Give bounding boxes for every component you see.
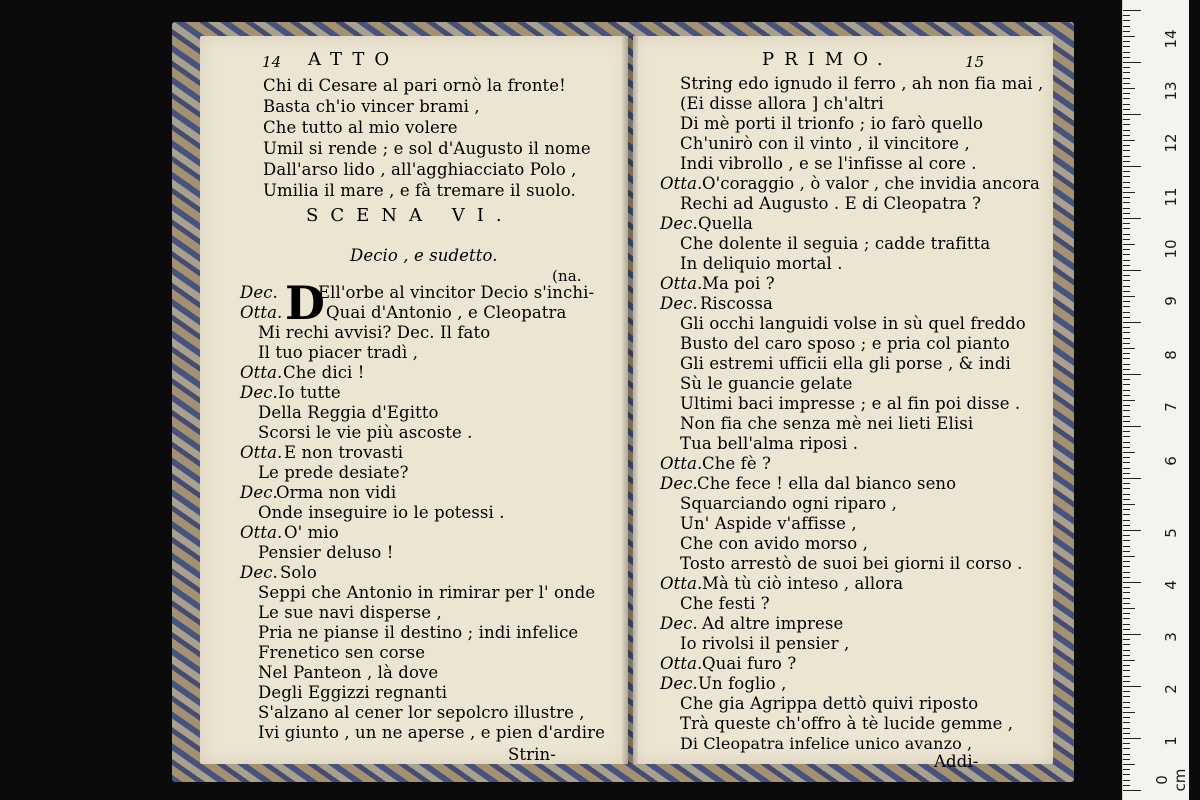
ruler-tick [1123, 124, 1130, 125]
dialogue-line: Gli estremi ufficii ella gli porse , & indi [680, 354, 1011, 373]
ruler-label: 13 [1162, 81, 1180, 101]
speaker-label: Dec. [660, 674, 698, 693]
ruler-unit-label: 0 cm [1153, 768, 1189, 792]
ruler-tick [1123, 712, 1135, 713]
scene-characters: Decio , e sudetto. [350, 246, 498, 265]
left-running-head: ATTO [308, 49, 400, 70]
dialogue-line: Tosto arrestò de suoi bei giorni il corso . [680, 554, 1023, 573]
ruler-tick [1123, 442, 1130, 443]
ruler-tick [1123, 613, 1130, 614]
ruler-label: 10 [1162, 239, 1180, 259]
dialogue-line: Che fè ? [702, 454, 772, 473]
ruler-tick [1123, 722, 1130, 723]
ruler-tick [1123, 156, 1130, 157]
dialogue-line: (Ei disse allora ] ch'altri [680, 94, 884, 113]
ruler-tick [1123, 317, 1130, 318]
ruler-tick [1123, 379, 1130, 380]
ruler-tick [1123, 639, 1130, 640]
speaker-label: Otta. [240, 443, 283, 462]
dialogue-line: Che festi ? [680, 594, 770, 613]
ruler-tick [1123, 509, 1130, 510]
ruler-tick [1123, 556, 1135, 557]
dialogue-line: Pensier deluso ! [258, 543, 394, 562]
ruler-tick [1123, 57, 1130, 58]
ruler-tick [1123, 483, 1130, 484]
ruler-tick [1123, 228, 1130, 229]
ruler-label: 11 [1162, 187, 1180, 207]
ruler-label: 9 [1162, 296, 1180, 306]
ruler-tick [1123, 244, 1135, 245]
dialogue-line: Trà queste ch'offro à tè lucide gemme , [680, 714, 1014, 733]
ruler-tick [1123, 286, 1130, 287]
ruler-tick [1123, 535, 1130, 536]
ruler-tick [1123, 182, 1130, 183]
dialogue-line: Ell'orbe al vincitor Decio s'inchi- [318, 283, 595, 302]
speaker-label: Dec. [240, 483, 278, 502]
ruler-label: 1 [1162, 736, 1180, 746]
ruler-tick [1123, 150, 1130, 151]
ruler-tick [1123, 400, 1135, 401]
catchword: Addi- [934, 752, 979, 771]
ruler-tick [1123, 561, 1130, 562]
dialogue-line: Scorsi le vie più ascoste . [258, 423, 473, 442]
dialogue-line: Riscossa [700, 294, 773, 313]
ruler-tick [1123, 72, 1130, 73]
ruler-tick [1123, 514, 1130, 515]
verse-line: Che tutto al mio volere [263, 118, 458, 137]
dialogue-line: In deliquio mortal . [680, 254, 843, 273]
ruler-tick [1123, 608, 1135, 609]
dialogue-line: Indi vibrollo , e se l'infisse al core . [680, 154, 977, 173]
ruler-tick [1123, 707, 1130, 708]
ruler-tick [1123, 270, 1141, 271]
ruler-tick [1123, 733, 1130, 734]
dialogue-line: Gli occhi languidi volse in sù quel freddo [680, 314, 1026, 333]
dialogue-line: Un' Aspide v'affisse , [680, 514, 857, 533]
ruler-tick [1123, 790, 1141, 791]
ruler-tick [1123, 249, 1130, 250]
ruler-tick [1123, 743, 1130, 744]
ruler-tick [1123, 774, 1130, 775]
ruler-tick [1123, 41, 1130, 42]
dialogue-line: Le prede desiate? [258, 463, 409, 482]
speaker-label: Otta. [240, 523, 283, 542]
ruler-tick [1123, 353, 1130, 354]
ruler-tick [1123, 369, 1130, 370]
book-gutter [622, 36, 638, 764]
ruler-tick [1123, 691, 1130, 692]
ruler-tick [1123, 665, 1130, 666]
ruler-label: 14 [1162, 29, 1180, 49]
ruler-tick [1123, 20, 1130, 21]
dialogue-line: Che dici ! [283, 363, 365, 382]
ruler-tick [1123, 462, 1130, 463]
dialogue-line: Della Reggia d'Egitto [258, 403, 439, 422]
dialogue-line: Onde inseguire io le potessi . [258, 503, 505, 522]
dialogue-line: Ad altre imprese [702, 614, 844, 633]
speaker-label: Dec. [240, 383, 278, 402]
ruler-tick [1123, 192, 1135, 193]
ruler-tick [1123, 431, 1130, 432]
speaker-label: Otta. [660, 274, 703, 293]
hyphen-continuation: (na. [552, 267, 582, 285]
ruler-tick [1123, 457, 1130, 458]
verse-line: Umil si rende ; e sol d'Augusto il nome [263, 139, 591, 158]
measuring-ruler [1122, 0, 1189, 800]
dialogue-line: Frenetico sen corse [258, 643, 426, 662]
dialogue-line: String edo ignudo il ferro , ah non fia mai , [680, 74, 1044, 93]
ruler-tick [1123, 655, 1130, 656]
ruler-tick [1123, 764, 1135, 765]
ruler-tick [1123, 468, 1130, 469]
ruler-label: 7 [1162, 402, 1180, 412]
ruler-tick [1123, 696, 1130, 697]
ruler-tick [1123, 291, 1130, 292]
dialogue-line: Pria ne pianse il destino ; indi infelice [258, 623, 579, 642]
dialogue-line: Quai d'Antonio , e Cleopatra [326, 303, 567, 322]
ruler-tick [1123, 67, 1130, 68]
ruler-tick [1123, 728, 1130, 729]
dialogue-line: Non fia che senza mè nei lieti Elisi [680, 414, 974, 433]
speaker-label: Otta. [660, 574, 703, 593]
ruler-tick [1123, 478, 1141, 479]
ruler-tick [1123, 686, 1141, 687]
dialogue-line: Solo [280, 563, 317, 582]
ruler-tick [1123, 140, 1135, 141]
verse-line: Dall'arso lido , all'agghiacciato Polo , [263, 160, 577, 179]
ruler-tick [1123, 759, 1130, 760]
ruler-tick [1123, 572, 1130, 573]
ruler-tick [1123, 88, 1135, 89]
dialogue-line: Io tutte [278, 383, 341, 402]
speaker-label: Otta. [240, 363, 283, 382]
ruler-tick [1123, 494, 1130, 495]
ruler-tick [1123, 748, 1130, 749]
ruler-tick [1123, 301, 1130, 302]
ruler-tick [1123, 644, 1130, 645]
speaker-label: Otta. [660, 454, 703, 473]
dialogue-line: Di mè porti il trionfo ; io farò quello [680, 114, 983, 133]
ruler-tick [1123, 213, 1130, 214]
ruler-tick [1123, 603, 1130, 604]
dialogue-line: Rechi ad Augusto . E di Cleopatra ? [680, 194, 982, 213]
speaker-label: Dec. [660, 474, 698, 493]
ruler-tick [1123, 660, 1135, 661]
ruler-tick [1123, 629, 1130, 630]
speaker-label: Otta. [660, 654, 703, 673]
ruler-tick [1123, 530, 1141, 531]
ruler-tick [1123, 254, 1130, 255]
scene-title: SCENA VI. [306, 205, 514, 226]
ruler-label: 12 [1162, 133, 1180, 153]
ruler-tick [1123, 348, 1135, 349]
ruler-tick [1123, 676, 1130, 677]
ruler-tick [1123, 306, 1130, 307]
ruler-tick [1123, 670, 1130, 671]
speaker-label: Dec. [660, 294, 698, 313]
dialogue-line: Un foglio , [698, 674, 787, 693]
ruler-tick [1123, 384, 1130, 385]
verse-line: Chi di Cesare al pari ornò la fronte! [263, 76, 566, 95]
dialogue-line: Ultimi baci impresse ; e al fin poi disse . [680, 394, 1021, 413]
ruler-tick [1123, 769, 1130, 770]
ruler-tick [1123, 520, 1130, 521]
ruler-label: 6 [1162, 456, 1180, 466]
ruler-tick [1123, 566, 1130, 567]
dialogue-line: Che dolente il seguia ; cadde trafitta [680, 234, 991, 253]
ruler-label: 4 [1162, 580, 1180, 590]
dialogue-line: Le sue navi disperse , [258, 603, 442, 622]
speaker-label: Otta. [660, 174, 703, 193]
ruler-tick [1123, 364, 1130, 365]
ruler-tick [1123, 634, 1141, 635]
dialogue-line: O'coraggio , ò valor , che invidia ancora [702, 174, 1040, 193]
ruler-tick [1123, 405, 1130, 406]
dialogue-line: Degli Eggizzi regnanti [258, 683, 448, 702]
ruler-tick [1123, 410, 1130, 411]
dialogue-line: S'alzano al cener lor sepolcro illustre , [258, 703, 585, 722]
dialogue-line: Il tuo piacer tradì , [258, 343, 419, 362]
drop-cap: D [285, 276, 325, 330]
ruler-tick [1123, 312, 1130, 313]
ruler-tick [1123, 702, 1130, 703]
ruler-tick [1123, 780, 1130, 781]
ruler-tick [1123, 10, 1141, 11]
ruler-tick [1123, 624, 1130, 625]
ruler-tick [1123, 338, 1130, 339]
ruler-tick [1123, 202, 1130, 203]
dialogue-line: Squarciando ogni riparo , [680, 494, 897, 513]
dialogue-line: Quella [698, 214, 753, 233]
ruler-tick [1123, 265, 1130, 266]
ruler-tick [1123, 577, 1130, 578]
ruler-tick [1123, 161, 1130, 162]
ruler-tick [1123, 130, 1130, 131]
ruler-tick [1123, 421, 1130, 422]
ruler-tick [1123, 452, 1135, 453]
ruler-tick [1123, 145, 1130, 146]
ruler-tick [1123, 551, 1130, 552]
verse-line: Basta ch'io vincer brami , [263, 97, 480, 116]
ruler-tick [1123, 618, 1130, 619]
ruler-tick [1123, 52, 1130, 53]
dialogue-line: Tua bell'alma riposi . [680, 434, 859, 453]
ruler-label: 5 [1162, 528, 1180, 538]
speaker-label: Dec. [660, 614, 698, 633]
ruler-tick [1123, 208, 1130, 209]
dialogue-line: Mà tù ciò inteso , allora [702, 574, 904, 593]
ruler-tick [1123, 416, 1130, 417]
right-running-head: PRIMO. [762, 49, 893, 70]
ruler-label: 2 [1162, 684, 1180, 694]
ruler-tick [1123, 426, 1141, 427]
ruler-tick [1123, 83, 1130, 84]
ruler-tick [1123, 587, 1130, 588]
ruler-tick [1123, 260, 1130, 261]
ruler-tick [1123, 109, 1130, 110]
ruler-tick [1123, 738, 1141, 739]
ruler-tick [1123, 540, 1130, 541]
ruler-tick [1123, 488, 1130, 489]
ruler-tick [1123, 499, 1130, 500]
ruler-tick [1123, 26, 1130, 27]
ruler-tick [1123, 327, 1130, 328]
ruler-tick [1123, 78, 1130, 79]
dialogue-line: Io rivolsi il pensier , [680, 634, 850, 653]
dialogue-line: Ma poi ? [702, 274, 775, 293]
ruler-tick [1123, 546, 1130, 547]
dialogue-line: O' mio [284, 523, 339, 542]
speaker-label: Dec. [240, 283, 278, 302]
ruler-tick [1123, 31, 1130, 32]
ruler-tick [1123, 239, 1130, 240]
dialogue-line: Mi rechi avvisi? Dec. Il fato [258, 323, 491, 342]
ruler-tick [1123, 785, 1130, 786]
ruler-tick [1123, 754, 1130, 755]
ruler-tick [1123, 171, 1130, 172]
ruler-tick [1123, 395, 1130, 396]
dialogue-line: Ch'unirò con il vinto , il vincitore , [680, 134, 970, 153]
ruler-tick [1123, 525, 1130, 526]
verse-line: Umilia il mare , e fà tremare il suolo. [263, 181, 576, 200]
ruler-tick [1123, 436, 1130, 437]
right-page-number: 15 [965, 53, 985, 71]
ruler-tick [1123, 98, 1130, 99]
ruler-tick [1123, 46, 1130, 47]
ruler-tick [1123, 650, 1130, 651]
dialogue-line: Che gia Agrippa dettò quivi riposto [680, 694, 979, 713]
ruler-label: 8 [1162, 350, 1180, 360]
dialogue-line: Ivi giunto , un ne aperse , e pien d'ardire [258, 723, 606, 742]
ruler-label: 3 [1162, 632, 1180, 642]
ruler-tick [1123, 390, 1130, 391]
ruler-tick [1123, 280, 1130, 281]
ruler-tick [1123, 104, 1130, 105]
ruler-tick [1123, 358, 1130, 359]
ruler-tick [1123, 447, 1130, 448]
ruler-tick [1123, 332, 1130, 333]
ruler-tick [1123, 504, 1135, 505]
ruler-tick [1123, 36, 1135, 37]
ruler-tick [1123, 374, 1141, 375]
speaker-label: Dec. [240, 563, 278, 582]
ruler-tick [1123, 197, 1130, 198]
dialogue-line: Che fece ! ella dal bianco seno [697, 474, 957, 493]
dialogue-line: E non trovasti [284, 443, 404, 462]
dialogue-line: Di Cleopatra infelice unico avanzo , [680, 734, 973, 753]
speaker-label: Otta. [240, 303, 283, 322]
dialogue-line: Orma non vidi [276, 483, 397, 502]
ruler-tick [1123, 473, 1130, 474]
dialogue-line: Che con avido morso , [680, 534, 868, 553]
speaker-label: Dec. [660, 214, 698, 233]
ruler-tick [1123, 15, 1130, 16]
dialogue-line: Quai furo ? [702, 654, 797, 673]
ruler-tick [1123, 234, 1130, 235]
ruler-tick [1123, 717, 1130, 718]
ruler-tick [1123, 62, 1141, 63]
left-page-number: 14 [262, 53, 282, 71]
ruler-tick [1123, 343, 1130, 344]
ruler-tick [1123, 119, 1130, 120]
ruler-tick [1123, 187, 1130, 188]
ruler-tick [1123, 296, 1135, 297]
dialogue-line: Seppi che Antonio in rimirar per l' onde [258, 583, 596, 602]
ruler-tick [1123, 218, 1141, 219]
ruler-tick [1123, 592, 1130, 593]
ruler-tick [1123, 681, 1130, 682]
ruler-tick [1123, 598, 1130, 599]
dialogue-line: Sù le guancie gelate [680, 374, 853, 393]
ruler-tick [1123, 223, 1130, 224]
dialogue-line: Nel Panteon , là dove [258, 663, 439, 682]
ruler-tick [1123, 166, 1141, 167]
ruler-tick [1123, 114, 1141, 115]
ruler-tick [1123, 176, 1130, 177]
ruler-tick [1123, 275, 1130, 276]
ruler-tick [1123, 93, 1130, 94]
catchword: Strin- [508, 745, 556, 764]
ruler-tick [1123, 135, 1130, 136]
ruler-tick [1123, 322, 1141, 323]
dialogue-line: Busto del caro sposo ; e pria col pianto [680, 334, 1010, 353]
ruler-tick [1123, 582, 1141, 583]
